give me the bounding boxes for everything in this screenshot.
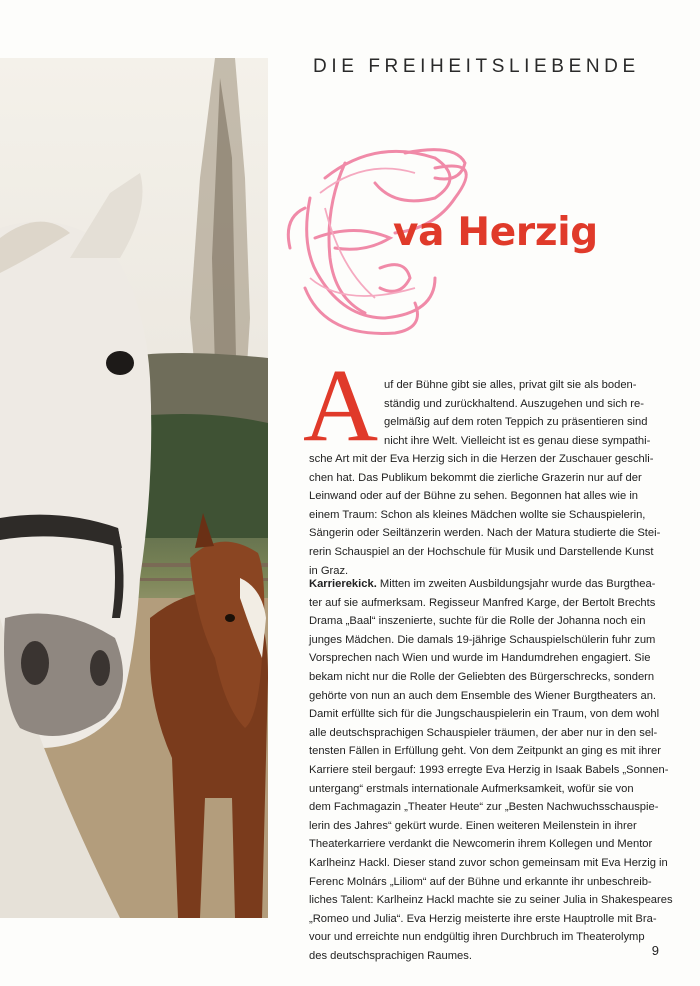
section-line: Ferenc Molnárs „Liliom“ auf der Bühne und erkannte ihr unbeschreib- (309, 875, 652, 888)
section-line: gehörte von nun an auch dem Ensemble des Wiener Burgtheaters an. (309, 689, 657, 702)
intro-lines (309, 450, 660, 580)
section-line: Theaterkarriere verdankt die Newcomerin ihrem Kollegen und Mentor (309, 838, 653, 851)
section-line: Vorsprechen nach Wien und wurde im Handumdrehen engagiert. Sie (309, 652, 651, 665)
section-kicker: DIE FREIHEITSLIEBENDE (313, 56, 640, 77)
horse-photo (0, 58, 268, 918)
section-line: tensten Fällen in Erfüllung geht. Von dem Zeitpunkt an ging es mit ihrer (309, 745, 661, 758)
section-line: Drama „Baal“ inszenierte, suchte für die Rolle der Johanna noch ein (309, 615, 646, 628)
section-line: vour und erreichte nun endgültig ihren Durchbruch im Theaterolymp (309, 931, 645, 944)
intro-line: nicht ihre Welt. Vielleicht ist es genau diese sympathi- (384, 434, 651, 447)
section-heading: Karrierekick. (309, 578, 377, 590)
intro-line: uf der Bühne gibt sie alles, privat gilt sie als boden- (384, 379, 637, 391)
intro-line: einem Traum: Schon als kleines Mädchen wollte sie Schauspielerin, (309, 508, 646, 521)
intro-line: in Graz. (309, 564, 349, 577)
section-line: liches Talent: Karlheinz Hackl machte sie zu seiner Julia in Shakespeares (309, 894, 673, 907)
section-line: „Romeo und Julia“. Eva Herzig meisterte ihre erste Hauptrolle mit Bra- (309, 912, 657, 925)
section-line: Karriere steil bergauf: 1993 erregte Eva Herzig in Isaak Babels „Sonnen- (309, 763, 669, 776)
page-number: 9 (651, 943, 659, 958)
section-first-line (309, 575, 673, 594)
section-line: junges Mädchen. Die damals 19-jährige Schauspielschülerin fuhr zum (309, 633, 656, 646)
section-line: Damit erfüllte sich für die Jungschauspielerin ein Traum, von dem wohl (309, 708, 660, 721)
section-line: des deutschsprachigen Raumes. (309, 949, 472, 962)
article-title (285, 138, 615, 348)
intro-lines-indented (384, 376, 650, 450)
section-line: lerin des Jahres“ gekürt wurde. Einen weiteren Meilenstein in ihrer (309, 819, 637, 832)
intro-line: ständig und zurückhaltend. Auszugehen und sich re- (384, 397, 644, 410)
intro-line: chen hat. Das Publikum bekommt die zierliche Grazerin nur auf der (309, 471, 642, 484)
section-line: Karlheinz Hackl. Dieser stand zuvor schon gemeinsam mit Eva Herzig in (309, 856, 668, 869)
drop-cap: A (303, 348, 379, 463)
horse-illustration (0, 58, 268, 918)
section-line: alle deutschsprachigen Schauspieler träumen, der aber nur in den sel- (309, 726, 658, 739)
section-first-line-text: Mitten im zweiten Ausbildungsjahr wurde das Burgthea- (376, 578, 656, 590)
intro-line: rerin Schauspiel an der Hochschule für Musik und Darstellende Kunst (309, 545, 654, 558)
intro-line: sche Art mit der Eva Herzig sich in die Herzen der Zuschauer geschli- (309, 453, 654, 465)
section-line: ter auf sie aufmerksam. Regisseur Manfred Karge, der Bertolt Brechts (309, 596, 656, 609)
intro-line: gelmäßig auf dem roten Teppich zu präsentieren sind (384, 416, 648, 429)
title-text: va Herzig (393, 210, 598, 255)
section-line: untergang“ erstmals internationale Aufmerksamkeit, wofür sie von (309, 782, 634, 795)
intro-line: Sängerin oder Seiltänzerin werden. Nach der Matura studierte die Stei- (309, 527, 661, 540)
section-line: bekam nicht nur die Rolle der Geliebten des Bürgerschrecks, sondern (309, 670, 655, 683)
section-line: dem Fachmagazin „Theater Heute“ zur „Besten Nachwuchsschauspie- (309, 801, 659, 814)
intro-line: Leinwand oder auf der Bühne zu sehen. Begonnen hat alles wie in (309, 490, 639, 503)
career-section (309, 575, 673, 965)
